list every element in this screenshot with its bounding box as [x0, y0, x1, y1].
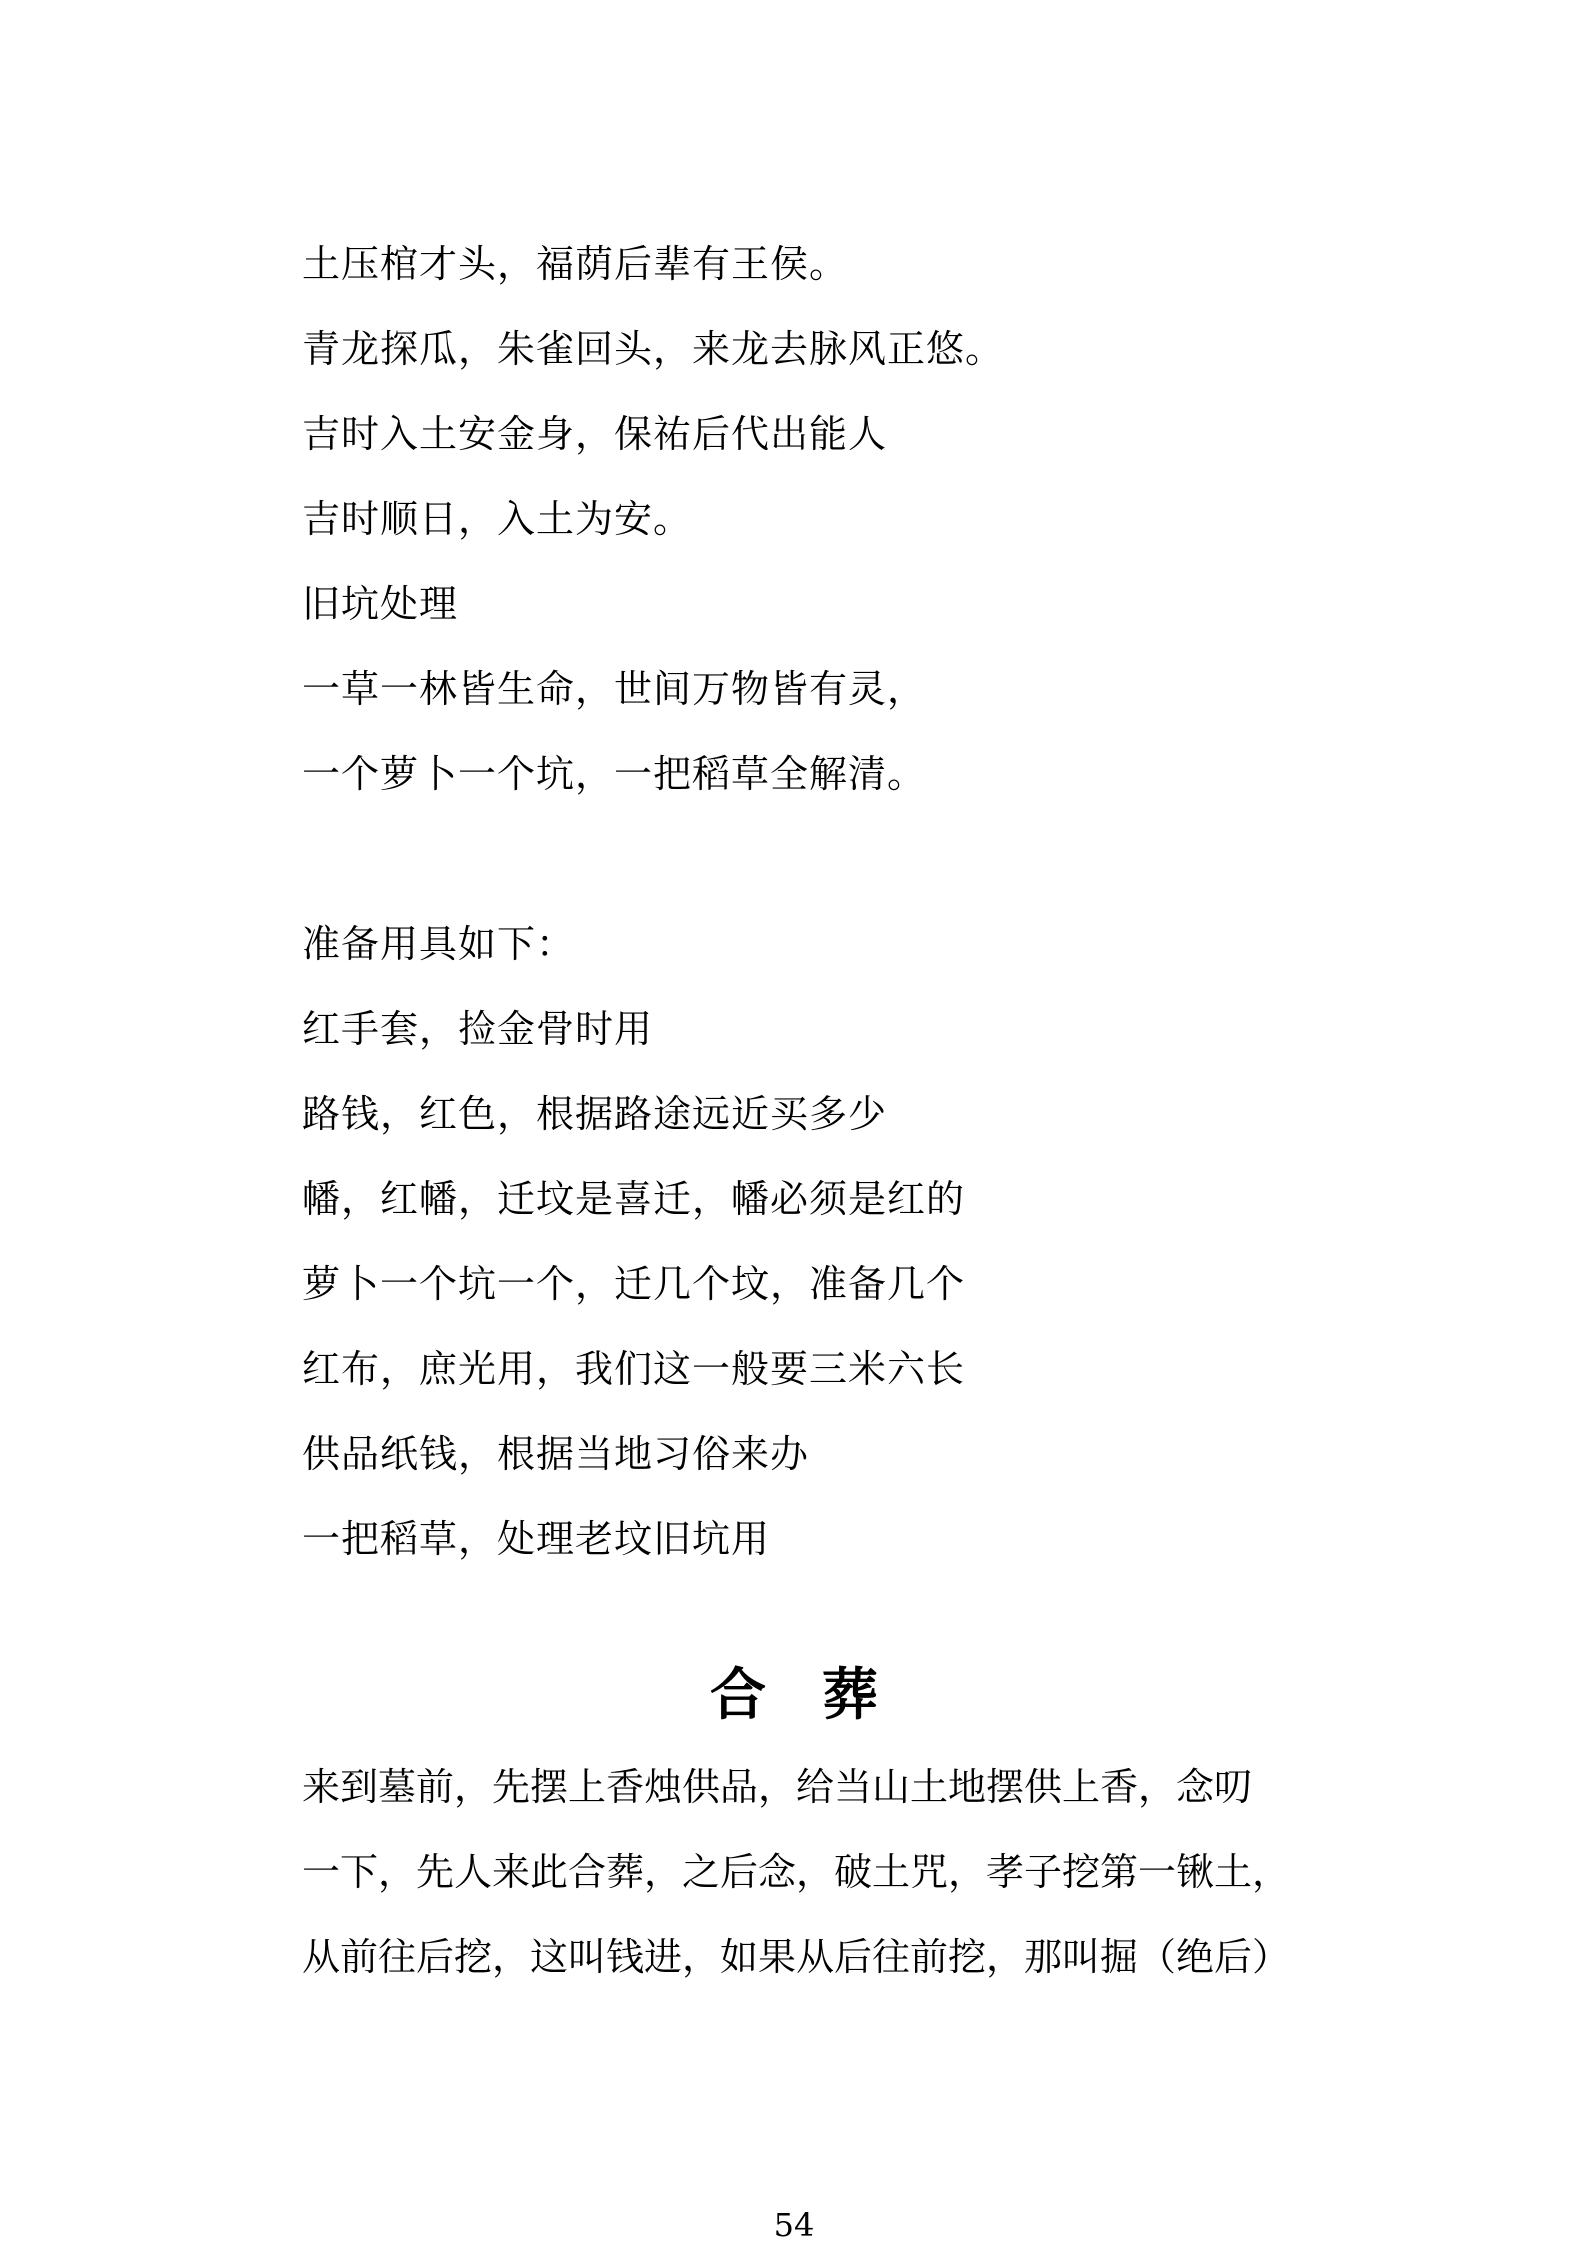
tools-list-item: 幡，红幡，迁坟是喜迁，幡必须是红的 — [302, 1177, 966, 1221]
section-body — [302, 1745, 1402, 2000]
verse-block — [302, 222, 1402, 817]
verse-line: 青龙探瓜，朱雀回头，来龙去脉风正悠。 — [302, 327, 1005, 371]
tools-list-item: 红手套，捡金骨时用 — [302, 1007, 654, 1051]
body-line: 来到墓前，先摆上香烛供品，给当山土地摆供上香，念叨 — [302, 1765, 1253, 1809]
tools-list-title: 准备用具如下： — [302, 922, 576, 966]
verse-line: 吉时入土安金身，保祐后代出能人 — [302, 412, 888, 456]
verse-line: 土压棺才头，福荫后辈有王侯。 — [302, 242, 849, 286]
verse-line: 一草一林皆生命，世间万物皆有灵， — [302, 667, 927, 711]
tools-list-item: 红布，庶光用，我们这一般要三米六长 — [302, 1347, 966, 1391]
tools-list-item: 供品纸钱，根据当地习俗来办 — [302, 1432, 810, 1476]
verse-line: 吉时顺日，入土为安。 — [302, 497, 693, 541]
verse-line: 一个萝卜一个坑，一把稻草全解清。 — [302, 752, 927, 796]
tools-list-item: 萝卜一个坑一个，迁几个坟，准备几个 — [302, 1262, 966, 1306]
body-line: 一下，先人来此合葬，之后念，破土咒，孝子挖第一锹土， — [302, 1850, 1291, 1894]
tools-list — [302, 902, 1402, 1582]
tools-list-item: 一把稻草，处理老坟旧坑用 — [302, 1517, 771, 1561]
section-heading: 合 葬 — [710, 1662, 878, 1728]
page-number: 54 — [773, 2206, 815, 2244]
subheading-old-pit: 旧坑处理 — [302, 582, 459, 626]
tools-list-item: 路钱，红色，根据路途远近买多少 — [302, 1092, 888, 1136]
body-line: 从前往后挖，这叫钱进，如果从后往前挖，那叫掘（绝后） — [302, 1935, 1291, 1979]
